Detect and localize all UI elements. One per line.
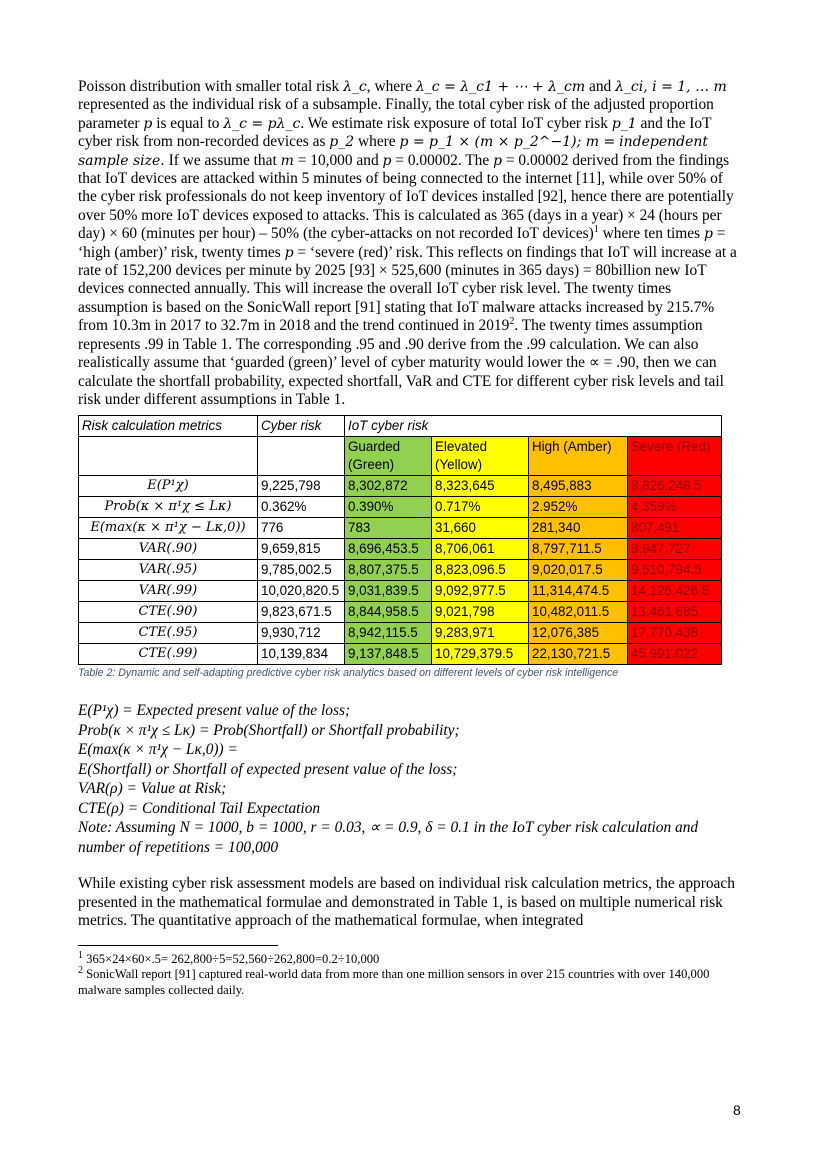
cell-guarded: 9,137,848.5 [345,644,432,665]
row-cyber: 10,139,834 [258,644,345,665]
cell-severe: 17,770,438 [628,623,722,644]
definitions [78,701,738,857]
page-content [78,78,738,998]
definition-line: CTE(ρ) = Conditional Tail Expectation [78,799,321,817]
row-metric: VAR(.99) [79,581,258,602]
level-elevated: Elevated (Yellow) [432,437,529,476]
row-metric: Prob(κ × π¹χ ≤ Lκ) [79,497,258,518]
cell-elevated: 9,021,798 [432,602,529,623]
table-levels-row [79,437,722,476]
cell-severe: 8,947,727 [628,539,722,560]
cell-elevated: 8,823,096.5 [432,560,529,581]
footnote: $^1$ 365×24×60×.5= 262,800÷5=52,560÷262,800=0.2÷10,000 [78,949,380,966]
risk-table [78,415,722,665]
cell-guarded: 8,696,453.5 [345,539,432,560]
definition-line: E(Shortfall) or Shortfall of expected present value of the loss; [78,760,458,778]
cell-elevated: 31,660 [432,518,529,539]
row-metric: E(P¹χ) [79,476,258,497]
footnote-divider [78,945,278,946]
row-cyber: 0.362% [258,497,345,518]
cell-severe: 14,126,426.5 [628,581,722,602]
header-metric: Risk calculation metrics [79,416,258,437]
row-metric: CTE(.99) [79,644,258,665]
row-cyber: 9,823,671.5 [258,602,345,623]
cell-high: 10,482,011.5 [529,602,628,623]
row-cyber: 10,020,820.5 [258,581,345,602]
cell-high: 8,797,711.5 [529,539,628,560]
cell-high: 2.952% [529,497,628,518]
cell-severe: 45,991,022 [628,644,722,665]
table-caption: Table 2: Dynamic and self-adapting predictive cyber risk analytics based on different levels of cyber risk intelligence [78,667,619,680]
cell-guarded: 783 [345,518,432,539]
cell-severe: 9,510,794.5 [628,560,722,581]
table-row [79,623,722,644]
cell-guarded: 8,844,958.5 [345,602,432,623]
cell-guarded: 8,302,872 [345,476,432,497]
row-cyber: 9,659,815 [258,539,345,560]
row-metric: VAR(.95) [79,560,258,581]
cell-elevated: 8,323,645 [432,476,529,497]
cell-elevated: 0.717% [432,497,529,518]
cell-high: 12,076,385 [529,623,628,644]
table-row [79,560,722,581]
definition-line: VAR(ρ) = Value at Risk; [78,780,227,798]
table-row [79,497,722,518]
cell-high: 22,130,721.5 [529,644,628,665]
table-row [79,602,722,623]
cell-elevated: 8,706,061 [432,539,529,560]
header-iot-cyber-risk: IoT cyber risk [345,416,722,437]
cell-elevated: 9,283,971 [432,623,529,644]
cell-high: 11,314,474.5 [529,581,628,602]
row-cyber: 9,785,002.5 [258,560,345,581]
header-cyber-risk: Cyber risk [258,416,345,437]
definition-line: Prob(κ × π¹χ ≤ Lκ) = Prob(Shortfall) or Shortfall probability; [78,721,460,739]
cell-guarded: 0.390% [345,497,432,518]
table-header-row [79,416,722,437]
cell-high: 8,495,883 [529,476,628,497]
table-row [79,539,722,560]
page-number: 8 [733,1102,741,1118]
cell-severe: 13,461,685 [628,602,722,623]
level-guarded: Guarded (Green) [345,437,432,476]
footnote: $^2$ SonicWall report [91] captured real-world data from more than one million sensors in over 215 countries with over 140,000 malware samples collected daily. [78,964,710,997]
level-high: High (Amber) [529,437,628,476]
definition-line: E(P¹χ) = Expected present value of the loss; [78,702,351,720]
level-severe: Severe (Red) [628,437,722,476]
definition-line: E(max(κ × π¹χ − Lκ,0)) = [78,741,238,759]
cell-elevated: 9,092,977.5 [432,581,529,602]
row-cyber: 776 [258,518,345,539]
note-line: Note: Assuming N = 1000, b = 1000, r = 0.03, ∝ = 0.9, δ = 0.1 in the IoT cyber risk calculation and number of repetitions = 100,000 [78,819,699,856]
table-row [79,581,722,602]
row-cyber: 9,930,712 [258,623,345,644]
cell-severe: 807,491 [628,518,722,539]
cell-guarded: 8,942,115.5 [345,623,432,644]
table-row [79,518,722,539]
table-row [79,644,722,665]
row-metric: CTE(.95) [79,623,258,644]
cell-severe: 4.359% [628,497,722,518]
row-metric: VAR(.90) [79,539,258,560]
cell-severe: 8,826,248.5 [628,476,722,497]
cell-guarded: 8,807,375.5 [345,560,432,581]
table-row [79,476,722,497]
row-cyber: 9,225,798 [258,476,345,497]
row-metric: CTE(.90) [79,602,258,623]
intro-paragraph: Poisson distribution with smaller total risk λ_c, where λ_c = λ_c1 + ⋯ + λ_cm and λ_ci, i = 1, … m represented as the individual risk of a subsample. Finally, the total cyber risk of the adjusted proportion parameter p is equal to λ_c = pλ_c. We estimate risk exposure of total IoT cyber risk p_1 and the IoT cyber risk from non-recorded devices as p_2 where p = p_1 × (m × p_2^−1); m = independent sample size. If we assume that m = 10,000 and p = 0.00002. The p = 0.00002 derived from the findings that IoT devices are attacked within 5 minutes of being connected to the internet [11], while over 50% of the cyber risk professionals do not keep inventory of IoT devices installed [92], hence there are potentially over 50% more IoT devices exposed to attacks. This is calculated as 365 (days in a year) × 24 (hours per day) × 60 (minutes per hour) – 50% (the cyber-attacks on not recorded IoT devices)$^1$ where ten times p = ‘high (amber)’ risk, twenty times p = ‘severe (red)’ risk. This reflects on findings that IoT will increase at a rate of 152,200 devices per minute by 2025 [93] × 525,600 (minutes in 365 days) = 80billion new IoT devices connected annually. This will increase the overall IoT cyber risk level. The twenty times assumption is based on the SonicWall report [91] stating that IoT malware attacks increased by 215.7% from 10.3m in 2017 to 32.7m in 2018 and the trend continued in 2019$^2$. The twenty times assumption represents .99 in Table 1. The corresponding .95 and .90 derive from the .99 calculation. We can also realistically assume that ‘guarded (green)’ level of cyber maturity would lower the ∝ = .90, then we can calculate the shortfall probability, expected shortfall, VaR and CTE for different cyber risk levels and tail risk under different assumptions in Table 1. [78,78,737,408]
cell-elevated: 10,729,379.5 [432,644,529,665]
cell-high: 281,340 [529,518,628,539]
closing-paragraph: While existing cyber risk assessment models are based on individual risk calculation metrics, the approach presented in the mathematical formulae and demonstrated in Table 1, is based on multiple numerical risk metrics. The quantitative approach of the mathematical formulae, when integrated [78,875,735,930]
cell-high: 9,020,017.5 [529,560,628,581]
row-metric: E(max(κ × π¹χ − Lκ,0)) [79,518,258,539]
cell-guarded: 9,031,839.5 [345,581,432,602]
